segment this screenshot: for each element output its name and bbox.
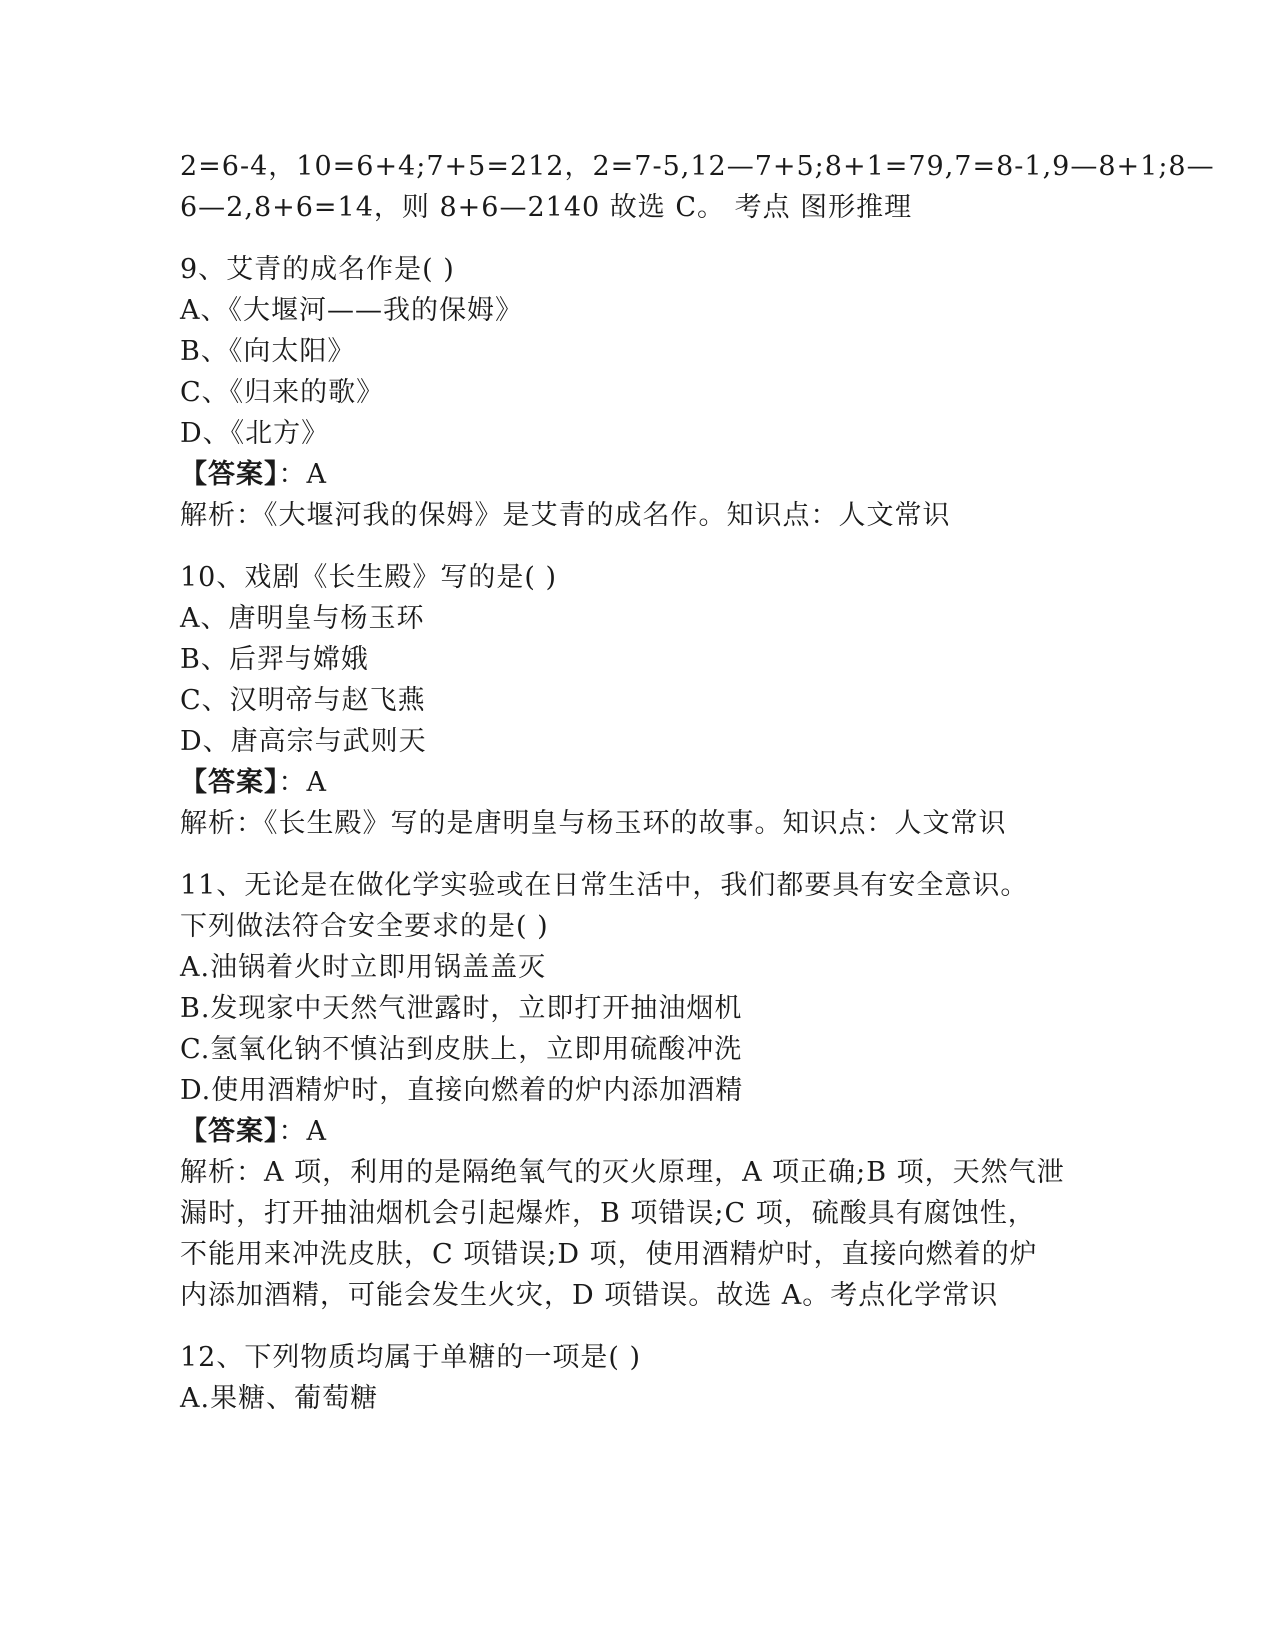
- answer-label: 【答案】: [180, 1116, 279, 1147]
- question-11-analysis-line-3: 不能用来冲洗皮肤，C 项错误;D 项，使用酒精炉时，直接向燃着的炉: [180, 1239, 1038, 1270]
- question-11-analysis-line-1: 解析：A 项，利用的是隔绝氧气的灭火原理，A 项正确;B 项，天然气泄: [180, 1157, 1065, 1188]
- question-9-option-d: D、《北方》: [180, 418, 330, 449]
- question-11-option-a: A.油锅着火时立即用锅盖盖灭: [180, 952, 547, 983]
- question-11-option-b: B.发现家中天然气泄露时，立即打开抽油烟机: [180, 993, 743, 1024]
- question-10-title: 10、戏剧《长生殿》写的是( ): [180, 562, 558, 593]
- question-11-analysis-line-4: 内添加酒精，可能会发生火灾，D 项错误。故选 A。考点化学常识: [180, 1280, 999, 1311]
- question-10-analysis: 解析：《长生殿》写的是唐明皇与杨玉环的故事。知识点：人文常识: [180, 808, 1007, 839]
- question-10-option-c: C、汉明帝与赵飞燕: [180, 685, 426, 716]
- question-11-analysis-line-2: 漏时，打开抽油烟机会引起爆炸，B 项错误;C 项，硫酸具有腐蚀性，: [180, 1198, 1036, 1229]
- answer-value: ：A: [278, 1116, 327, 1147]
- question-9-answer: [180, 454, 1080, 495]
- answer-value: ：A: [278, 767, 327, 798]
- document-page: [180, 146, 1215, 1419]
- question-9-option-a: A、《大堰河——我的保姆》: [180, 295, 523, 326]
- question-9-option-c: C、《归来的歌》: [180, 377, 385, 408]
- question-12-title: 12、下列物质均属于单糖的一项是( ): [180, 1342, 642, 1373]
- question-11-option-d: D.使用酒精炉时，直接向燃着的炉内添加酒精: [180, 1075, 744, 1106]
- question-11-option-c: C.氢氧化钠不慎沾到皮肤上，立即用硫酸冲洗: [180, 1034, 743, 1065]
- question-10-answer: [180, 762, 1080, 803]
- question-9-analysis: 解析：《大堰河我的保姆》是艾青的成名作。知识点：人文常识: [180, 500, 951, 531]
- answer-value: ：A: [278, 459, 327, 490]
- question-11-title-line-1: 11、无论是在做化学实验或在日常生活中，我们都要具有安全意识。: [180, 870, 1029, 901]
- question-10-option-b: B、后羿与嫦娥: [180, 644, 369, 675]
- question-11-answer: [180, 1111, 1080, 1152]
- question-9-title: 9、艾青的成名作是( ): [180, 254, 455, 285]
- prev-explanation-line-2: 6—2,8+6=14，则 8+6—2140 故选 C。 考点 图形推理: [180, 192, 913, 223]
- question-12-option-a: A.果糖、葡萄糖: [180, 1383, 379, 1414]
- question-10-option-d: D、唐高宗与武则天: [180, 726, 427, 757]
- answer-label: 【答案】: [180, 767, 279, 798]
- answer-label: 【答案】: [180, 459, 279, 490]
- question-11-title-line-2: 下列做法符合安全要求的是( ): [180, 911, 549, 942]
- question-9-option-b: B、《向太阳》: [180, 336, 356, 367]
- prev-explanation-line-1: 2=6-4，10=6+4;7+5=212，2=7-5,12—7+5;8+1=79,7=8-1,9—8+1;8—: [180, 151, 1215, 182]
- question-10-option-a: A、唐明皇与杨玉环: [180, 603, 425, 634]
